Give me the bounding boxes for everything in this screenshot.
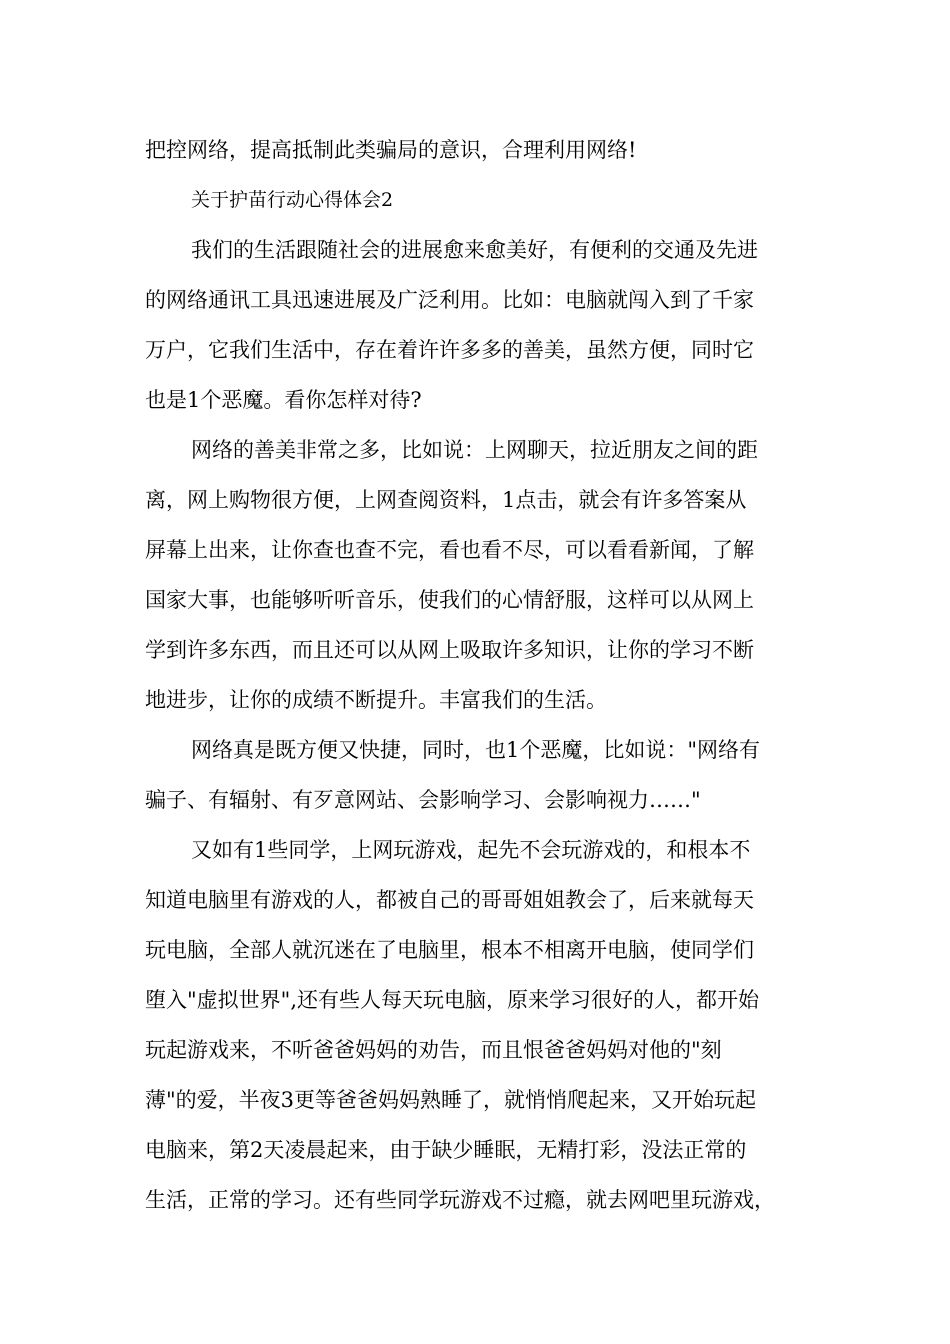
paragraph-first-line: 又如有1些同学，上网玩游戏，起先不会玩游戏的，和根本不 [191,838,751,862]
text-line: 玩电脑，全部人就沉迷在了电脑里，根本不相离开电脑，使同学们 [145,938,754,962]
paragraph-first-line: 网络真是既方便又快捷，同时，也1个恶魔，比如说："网络有 [191,738,761,762]
paragraph-first-line: 网络的善美非常之多，比如说：上网聊天，拉近朋友之间的距 [191,438,758,462]
text-line: 薄"的爱，半夜3更等爸爸妈妈熟睡了，就悄悄爬起来，又开始玩起 [145,1088,757,1112]
section-heading: 关于护苗行动心得体会2 [191,189,394,211]
text-line: 也是1个恶魔。看你怎样对待? [145,388,422,412]
text-line: 的网络通讯工具迅速进展及广泛利用。比如：电脑就闯入到了千家 [145,288,754,312]
text-line: 电脑来，第2天凌晨起来，由于缺少睡眠，无精打彩，没法正常的 [145,1138,747,1162]
text-line: 生活，正常的学习。还有些同学玩游戏不过瘾，就去网吧里玩游戏， [145,1188,775,1212]
document-body [145,125,827,1225]
text-line: 离，网上购物很方便，上网查阅资料，1点击，就会有许多答案从 [145,488,747,512]
paragraph-first-line: 我们的生活跟随社会的进展愈来愈美好，有便利的交通及先进 [191,238,758,262]
text-line: 屏幕上出来，让你查也查不完，看也看不尽，可以看看新闻，了解 [145,538,754,562]
text-line: 把控网络，提高抵制此类骗局的意识，合理利用网络! [145,138,637,162]
text-line: 国家大事，也能够听听音乐，使我们的心情舒服，这样可以从网上 [145,588,754,612]
text-line: 万户，它我们生活中，存在着许许多多的善美，虽然方便，同时它 [145,338,754,362]
text-line: 学到许多东西，而且还可以从网上吸取许多知识，让你的学习不断 [145,638,754,662]
text-line: 骗子、有辐射、有歹意网站、会影响学习、会影响视力……" [145,788,701,812]
text-line: 堕入"虚拟世界",还有些人每天玩电脑，原来学习很好的人，都开始 [145,988,759,1012]
text-line: 知道电脑里有游戏的人，都被自己的哥哥姐姐教会了，后来就每天 [145,888,754,912]
text-line: 玩起游戏来，不听爸爸妈妈的劝告，而且恨爸爸妈妈对他的"刻 [145,1038,722,1062]
text-line: 地进步，让你的成绩不断提升。丰富我们的生活。 [145,688,607,712]
